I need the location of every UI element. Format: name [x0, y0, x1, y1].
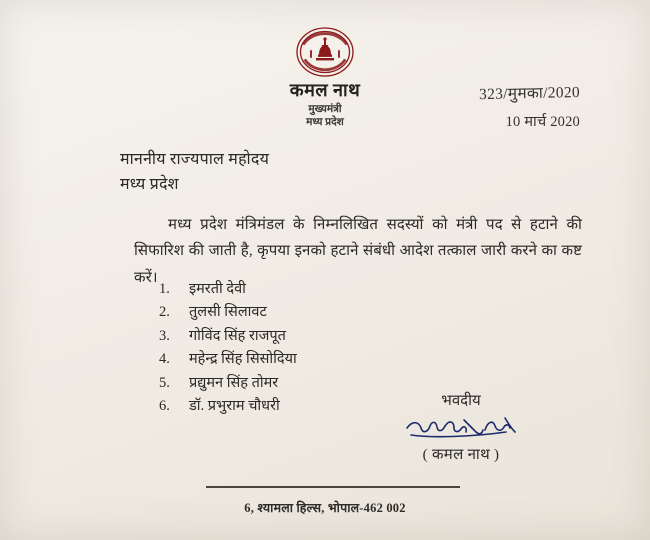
list-item [159, 372, 297, 395]
paragraph-text: मध्य प्रदेश मंत्रिमंडल के निम्नलिखित सदस्यों को मंत्री पद से हटाने की सिफारिश की जाती है, कृपया इनको हटाने संबंधी आदेश तत्काल जारी करने का कष्ट करें। [134, 217, 582, 286]
minister-name-list [159, 278, 297, 419]
closing-block [386, 390, 536, 464]
reference-block [479, 80, 580, 131]
sender-designation-line2: मध्य प्रदेश [306, 116, 344, 128]
list-item-number: 5. [159, 374, 170, 391]
letter-date: 10 मार्च 2020 [505, 114, 580, 130]
letter-header [24, 80, 626, 136]
government-emblem-icon [288, 18, 362, 84]
list-item [159, 278, 297, 301]
list-item [159, 395, 297, 418]
footer-address: 6, श्यामला हिल्स, भोपाल-462 002 [244, 501, 406, 515]
list-item-name: प्रद्युमन सिंह तोमर [189, 374, 279, 391]
closing-salutation: भवदीय [441, 393, 481, 409]
signature-area [386, 412, 536, 442]
list-item-number: 6. [159, 398, 170, 415]
list-item-number: 1. [159, 281, 170, 297]
footer-divider [206, 486, 460, 488]
sender-name: कमल नाथ [289, 80, 361, 100]
list-item-name: तुलसी सिलावट [189, 304, 267, 321]
addressee-line-1: माननीय राज्यपाल महोदय [120, 151, 270, 168]
list-item [159, 348, 297, 371]
list-item-number: 4. [159, 351, 170, 368]
reference-number: 323/मुमका/2020 [478, 84, 581, 104]
sender-block [260, 80, 390, 129]
addressee-block [120, 148, 269, 198]
list-item-name: इमरती देवी [189, 281, 246, 297]
list-item-number: 2. [159, 304, 170, 321]
list-item-name: डॉ. प्रभुराम चौधरी [189, 398, 280, 415]
signer-name: ( कमल नाथ ) [422, 447, 500, 463]
list-item-number: 3. [159, 327, 170, 344]
addressee-line-2: मध्य प्रदेश [120, 175, 179, 193]
handwritten-signature-icon [401, 412, 521, 440]
list-item-name: गोविंद सिंह राजपूत [189, 327, 286, 344]
list-item [159, 301, 297, 324]
list-item [159, 325, 297, 348]
list-item-name: महेन्द्र सिंह सिसोदिया [189, 351, 297, 368]
letter-body [24, 10, 626, 532]
sender-designation-line1: मुख्यमंत्री [308, 103, 342, 115]
